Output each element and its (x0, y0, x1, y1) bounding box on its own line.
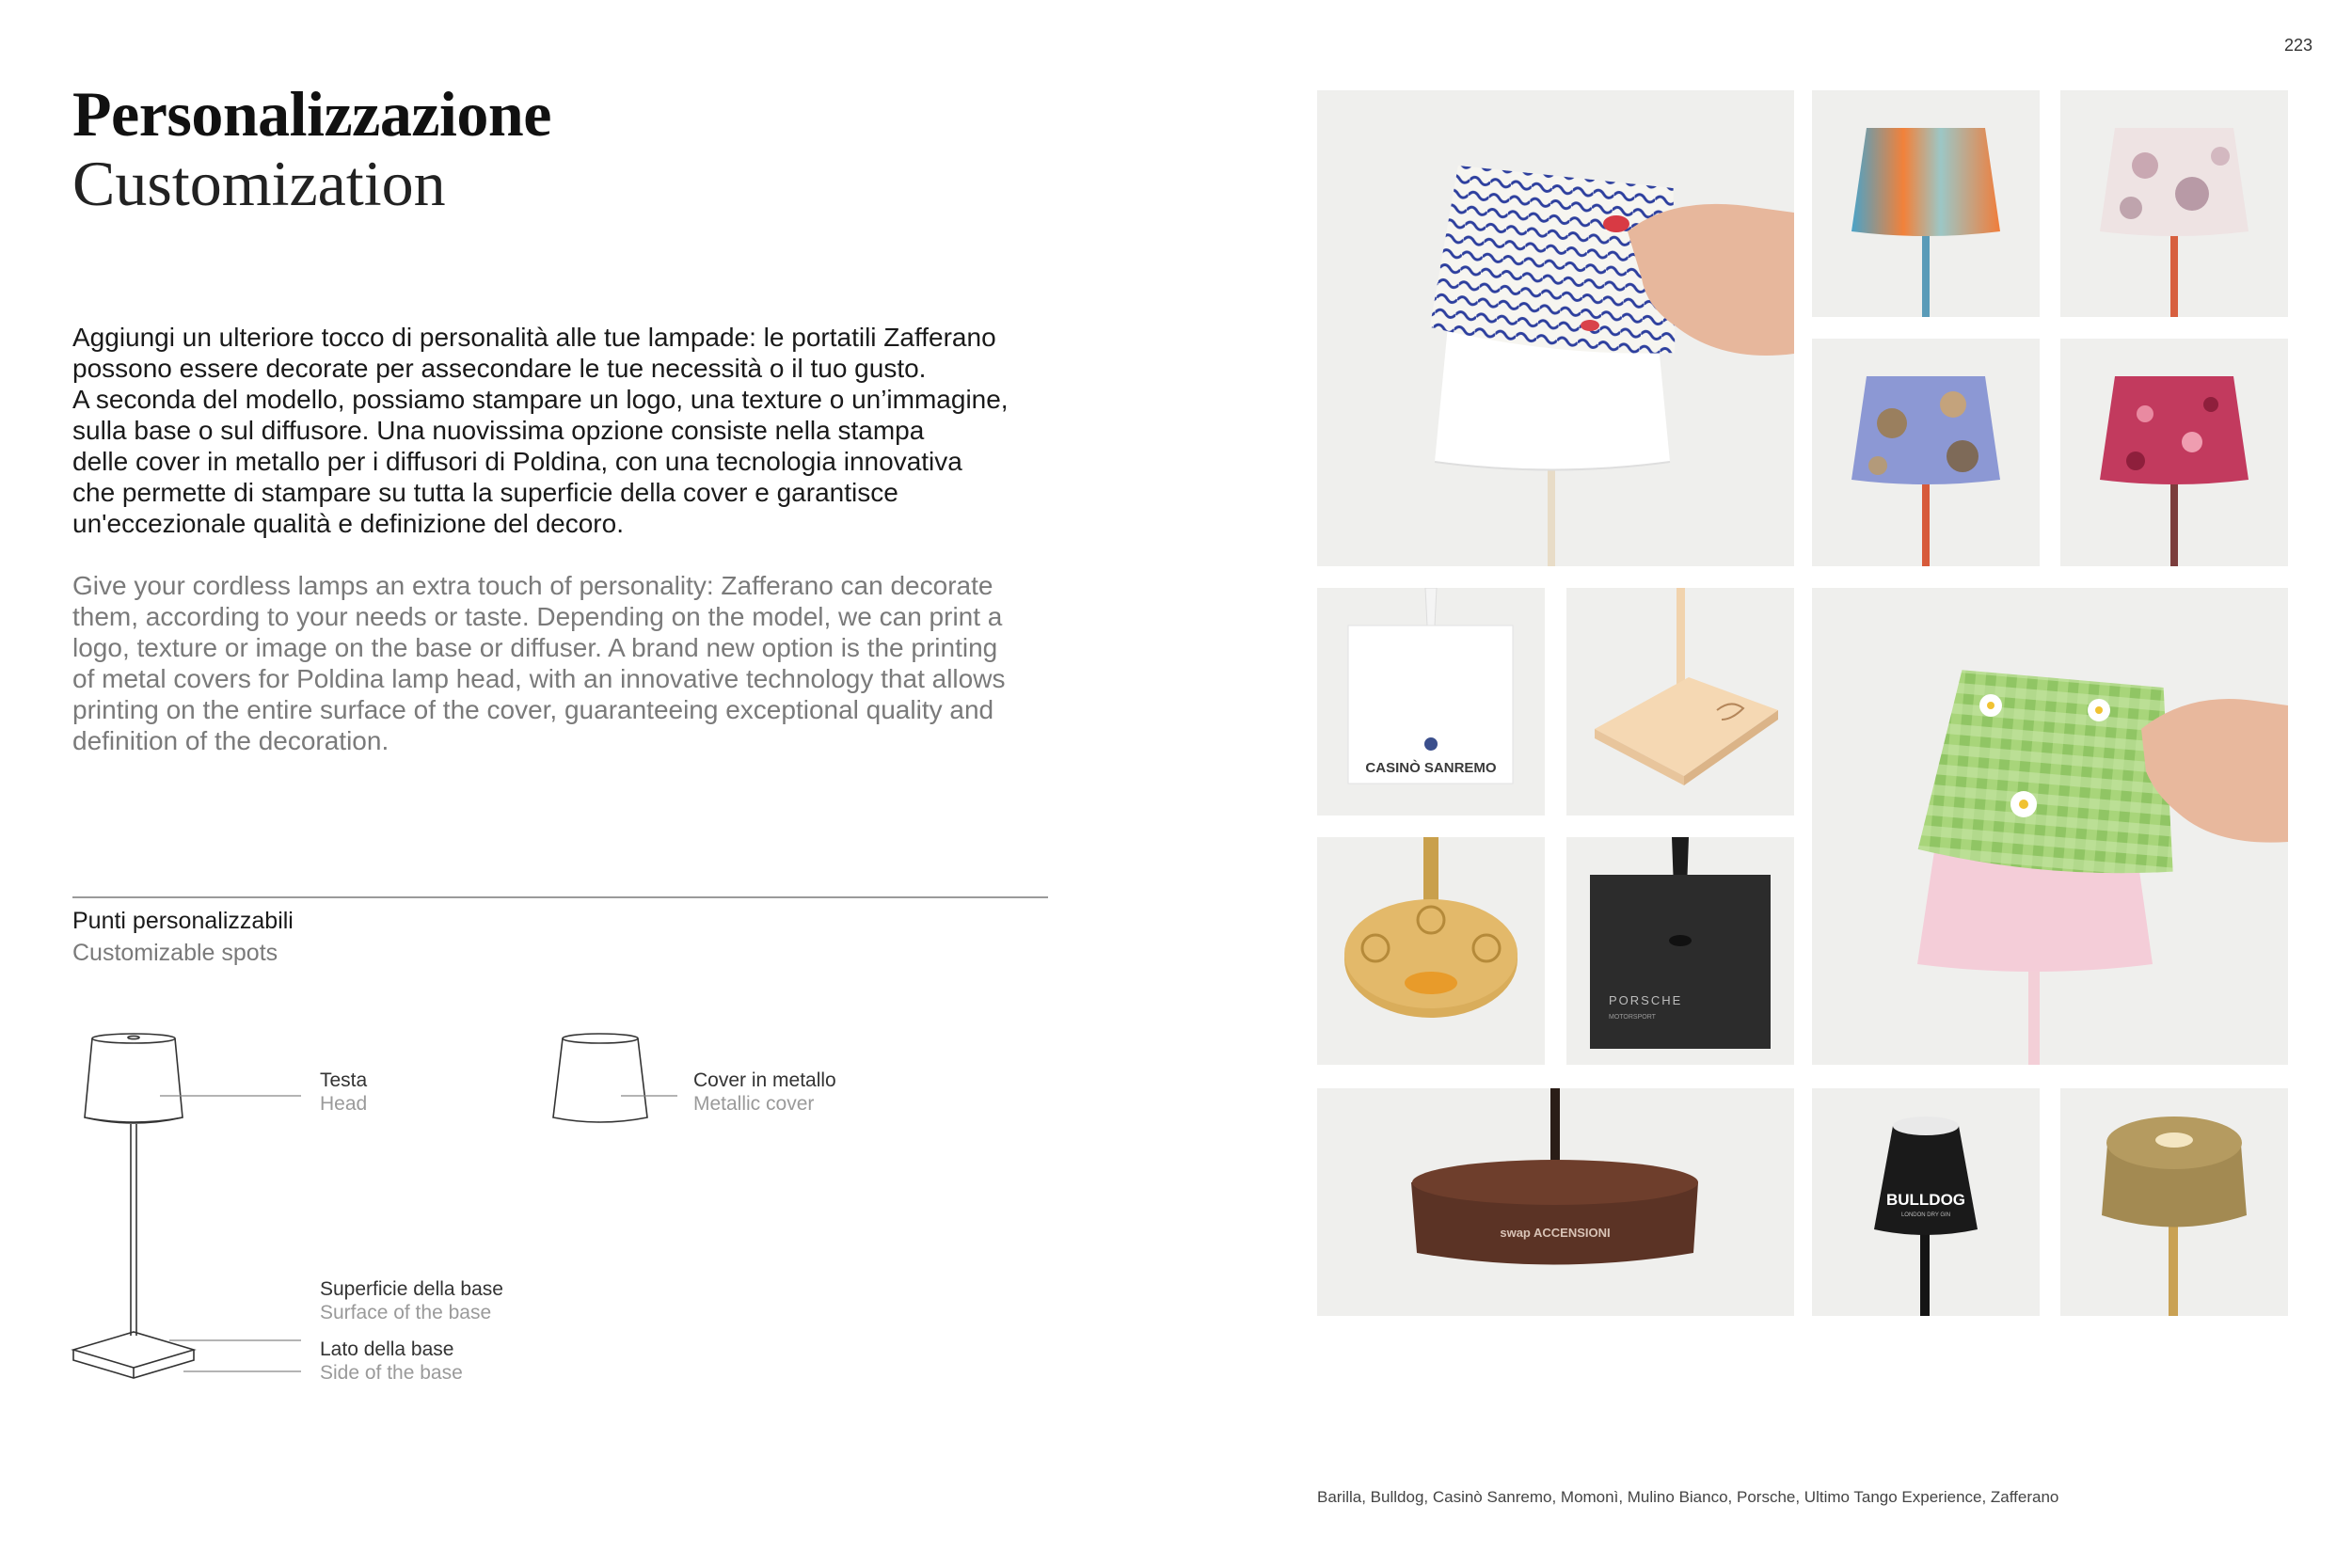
bulldog-logo-text: BULLDOG (1885, 1191, 1966, 1209)
photo-gradient-shade (1812, 90, 2040, 317)
photo-bulldog-shade (1812, 1088, 2040, 1316)
label-english: Metallic cover (693, 1093, 815, 1115)
text-line: of metal covers for Poldina lamp head, with an innovative technology that allows (72, 664, 1006, 693)
lamp-base-outline (73, 1332, 194, 1378)
photo-peach-base (1566, 588, 1794, 816)
label-italian: Testa (320, 1069, 368, 1091)
section-divider (72, 896, 1048, 898)
brand-credits: Barilla, Bulldog, Casinò Sanremo, Momonì, Mulino Bianco, Porsche, Ultimo Tango Experience, Zafferano (1317, 1488, 2059, 1506)
label-italian: Cover in metallo (693, 1069, 836, 1091)
label-english: Surface of the base (320, 1302, 492, 1323)
lamp-head-outline (85, 1034, 183, 1123)
porsche-sub-text: MOTORSPORT (1609, 1014, 1656, 1021)
bulldog-sub-text: LONDON DRY GIN (1900, 1212, 1951, 1218)
text-line: sulla base o sul diffusore. Una nuovissima opzione consiste nella stampa (72, 416, 925, 445)
page-number: 223 (2283, 36, 2312, 55)
text-line: Give your cordless lamps an extra touch of personality: Zafferano can decorate (72, 571, 993, 600)
label-english: Side of the base (320, 1362, 463, 1384)
photo-floral-pale-shade (2060, 90, 2288, 317)
porsche-logo-text: PORSCHE (1609, 993, 1683, 1007)
label-italian: Superficie della base (320, 1278, 503, 1300)
intro-paragraph-italian (72, 322, 1060, 539)
photo-gold-base (1317, 837, 1545, 1065)
page-title-italian: Personalizzazione (72, 78, 551, 150)
swap-logo-text: swap ACCENSIONI (1500, 1226, 1611, 1240)
spots-heading-italian: Punti personalizzabili (72, 908, 294, 934)
page-title-english: Customization (72, 148, 446, 219)
text-line: A seconda del modello, possiamo stampare un logo, una texture o un’immagine, (72, 385, 1009, 414)
text-line: Aggiungi un ulteriore tocco di personalità alle tue lampade: le portatili Zafferano (72, 323, 996, 352)
photo-bronze-shade (2060, 1088, 2288, 1316)
label-english: Head (320, 1093, 368, 1115)
label-italian: Lato della base (320, 1338, 454, 1360)
photo-casino-base (1317, 588, 1545, 816)
text-line: un'eccezionale qualità e definizione del decoro. (72, 509, 624, 538)
spot-label-head (320, 1069, 367, 1116)
photo-swap-base (1317, 1088, 1794, 1316)
photo-porsche-base (1566, 837, 1794, 1065)
text-line: them, according to your needs or taste. Depending on the model, we can print a (72, 602, 1003, 631)
spot-label-base-surface (320, 1277, 503, 1324)
text-line: logo, texture or image on the base or diffuser. A brand new option is the printing (72, 633, 998, 662)
intro-paragraph-english (72, 570, 1060, 756)
photo-gingham-shade (1812, 588, 2288, 1065)
spot-label-base-side (320, 1338, 463, 1385)
text-line: definition of the decoration. (72, 726, 389, 755)
text-line: delle cover in metallo per i diffusori di Poldina, con una tecnologia innovativa (72, 447, 962, 476)
photo-wave-pattern-shade (1317, 90, 1794, 566)
text-line: possono essere decorate per assecondare le tue necessità o il tuo gusto. (72, 354, 927, 383)
text-line: che permette di stampare su tutta la superficie della cover e garantisce (72, 478, 898, 507)
casino-logo-text: CASINÒ SANREMO (1365, 760, 1497, 776)
photo-floral-red-shade (2060, 339, 2288, 566)
spot-label-metal-cover (693, 1069, 836, 1116)
spots-heading-english: Customizable spots (72, 940, 278, 966)
metal-cover-outline (553, 1034, 647, 1122)
photo-floral-blue-shade (1812, 339, 2040, 566)
lamp-diagram (56, 1016, 715, 1392)
text-line: printing on the entire surface of the cover, guaranteeing exceptional quality and (72, 695, 994, 724)
